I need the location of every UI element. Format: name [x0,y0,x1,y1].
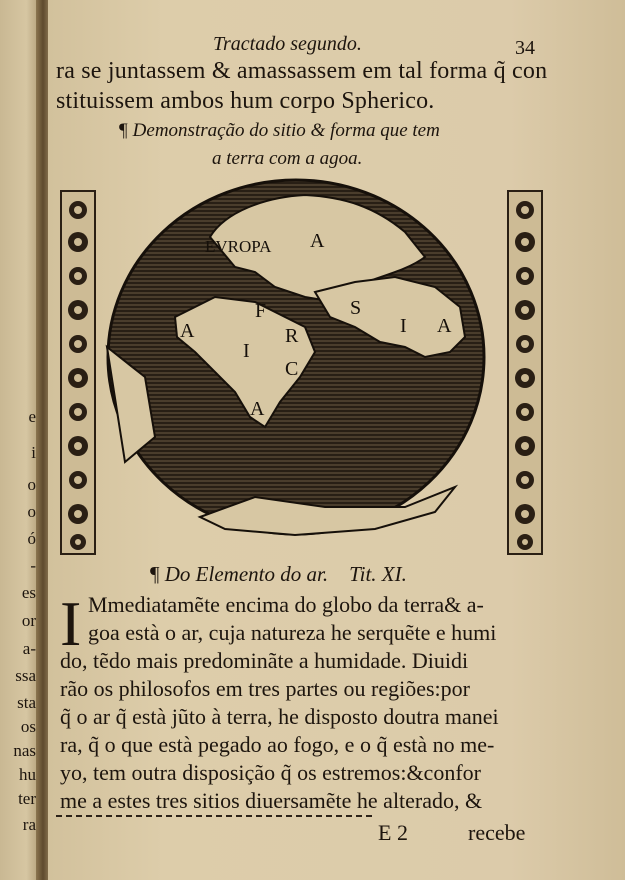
figure-caption-line: a terra com a agoa. [212,148,363,169]
left-margin-fragment: es [21,583,36,602]
body-text-line: ra, q̃ o que està pegado ao fogo, e o q̃ està no me- [60,732,495,757]
left-margin-fragment: os [20,717,36,736]
left-margin-fragment: a- [22,639,36,658]
text-line: stituissem ambos hum corpo Spherico. [56,88,435,114]
left-margin-fragment: sta [17,693,36,712]
running-head: Tractado segundo. [213,33,362,55]
left-margin-fragment: o [27,502,36,521]
page-number: 34 [515,37,535,59]
section-number: Tit. XI. [349,562,407,586]
map-label: I [243,340,250,362]
globe-woodcut [105,177,487,537]
body-text-line: me a estes tres sitios diuersamẽte he alterado, & [60,788,483,813]
left-margin-fragment: i [31,443,36,462]
map-label: F [255,300,267,322]
map-label: EVROPA [205,237,272,256]
left-margin-fragment: nas [13,741,36,760]
body-text-line: rão os philosofos em tres partes ou regiões:por [60,676,470,701]
left-margin-fragment: ó [27,529,36,548]
catchword: recebe [468,820,526,845]
figure-caption-line: ¶ Demonstração do sitio & forma que tem [118,120,440,141]
left-margin-fragment: ter [18,789,36,808]
map-label: C [285,358,299,380]
map-label: A [250,398,265,420]
left-margin-fragment: ra [22,815,36,834]
pilcrow-mark: ¶ [150,562,160,586]
left-margin-fragment: hu [19,765,36,784]
left-margin-fragment: o [27,475,36,494]
map-label: A [180,320,195,342]
body-text-line: q̃ o ar q̃ està jũto à terra, he disposto doutra manei [60,704,499,729]
section-heading [150,562,407,587]
underline-rule [56,815,372,817]
map-label: S [350,297,362,319]
left-margin-fragment: or [21,611,36,630]
left-ornament-border [60,190,96,555]
section-title: Do Elemento do ar. [164,562,329,586]
body-text-line: do, tẽdo mais predominãte a humidade. Diuidi [60,648,469,673]
signature-mark: E 2 [378,820,408,845]
body-text-line: yo, tem outra disposição q̃ os estremos:&confor [60,760,481,785]
drop-initial: I [60,588,82,659]
left-margin-fragment: - [30,556,36,575]
map-label: A [437,315,452,337]
map-label: I [400,315,407,337]
text-line: ra se juntassem & amassassem em tal forma q̃ con [56,58,548,84]
right-ornament-border [507,190,543,555]
body-text-line: Mmediatamẽte encima do globo da terra& a- [88,592,484,617]
map-label: A [310,230,325,252]
left-margin-fragment: ssa [15,666,36,685]
body-text-line: goa està o ar, cuja natureza he serquẽte e humi [88,620,497,645]
map-label: R [285,325,299,347]
left-margin-fragment: e [28,407,36,426]
